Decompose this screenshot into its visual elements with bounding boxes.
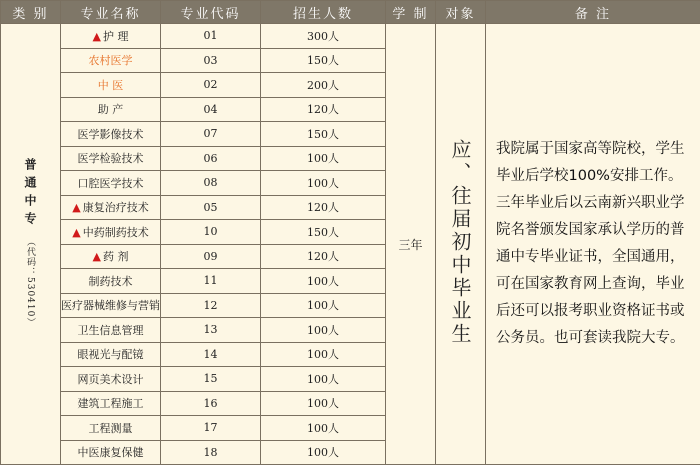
major-name: 中药制药技术 <box>83 226 149 239</box>
major-name: 眼视光与配镜 <box>78 348 144 361</box>
remark-text: 我院属于国家高等院校，学生毕业后学校100%安排工作。三年毕业后以云南新兴职业学院名誉颁发国家承认学历的普通中专毕业证书，全国通用，可在国家教育网上查询，毕业后还可以报考职业资格证书或公务员。也可套读我院大专。 <box>496 141 685 346</box>
enroll-count: 100人 <box>261 171 386 196</box>
major-cell <box>61 367 161 392</box>
major-code: 15 <box>161 367 261 392</box>
major-code: 05 <box>161 195 261 220</box>
major-cell <box>61 220 161 245</box>
enroll-count: 100人 <box>261 416 386 441</box>
major-code: 01 <box>161 24 261 49</box>
enroll-count: 300人 <box>261 24 386 49</box>
major-name: 中医康复保健 <box>78 446 144 459</box>
duration-value: 三年 <box>398 238 422 252</box>
triangle-marker-icon: ▲ <box>93 250 101 263</box>
major-code: 08 <box>161 171 261 196</box>
enroll-count: 120人 <box>261 195 386 220</box>
enroll-count: 100人 <box>261 440 386 465</box>
enroll-count: 100人 <box>261 318 386 343</box>
major-name: 助 产 <box>98 103 124 116</box>
major-code: 12 <box>161 293 261 318</box>
enroll-count: 100人 <box>261 293 386 318</box>
enroll-count: 200人 <box>261 73 386 98</box>
enroll-count: 150人 <box>261 122 386 147</box>
major-name: 医疗器械维修与营销 <box>61 299 160 312</box>
major-cell <box>61 416 161 441</box>
triangle-marker-icon: ▲ <box>72 226 80 239</box>
major-name: 医学影像技术 <box>78 128 144 141</box>
major-cell <box>61 391 161 416</box>
header-enroll: 招生人数 <box>261 1 386 24</box>
triangle-marker-icon: ▲ <box>93 30 101 43</box>
major-name: 工程测量 <box>89 422 133 435</box>
major-code: 03 <box>161 48 261 73</box>
major-name: 中 医 <box>98 79 124 92</box>
major-code: 04 <box>161 97 261 122</box>
enroll-count: 100人 <box>261 367 386 392</box>
major-code: 17 <box>161 416 261 441</box>
header-code: 专业代码 <box>161 1 261 24</box>
major-cell <box>61 97 161 122</box>
header-target: 对象 <box>436 1 486 24</box>
major-code: 10 <box>161 220 261 245</box>
header-major: 专业名称 <box>61 1 161 24</box>
major-cell <box>61 318 161 343</box>
major-cell <box>61 24 161 49</box>
major-name: 药 剂 <box>103 250 129 263</box>
major-cell <box>61 48 161 73</box>
enroll-count: 100人 <box>261 391 386 416</box>
major-code: 02 <box>161 73 261 98</box>
major-name: 口腔医学技术 <box>78 177 144 190</box>
major-code: 07 <box>161 122 261 147</box>
major-name: 网页美术设计 <box>78 373 144 386</box>
header-category: 类 别 <box>1 1 61 24</box>
major-name: 制药技术 <box>89 275 133 288</box>
enroll-count: 100人 <box>261 269 386 294</box>
major-name: 医学检验技术 <box>78 152 144 165</box>
major-cell <box>61 195 161 220</box>
major-cell <box>61 146 161 171</box>
triangle-marker-icon: ▲ <box>72 201 80 214</box>
category-cell <box>1 24 61 465</box>
duration-cell <box>386 24 436 465</box>
major-name: 卫生信息管理 <box>78 324 144 337</box>
major-cell <box>61 269 161 294</box>
major-code: 11 <box>161 269 261 294</box>
enroll-count: 120人 <box>261 97 386 122</box>
header-row <box>1 1 700 24</box>
major-name: 护 理 <box>103 30 129 43</box>
major-code: 13 <box>161 318 261 343</box>
major-code: 14 <box>161 342 261 367</box>
table-row <box>1 24 700 49</box>
header-duration: 学 制 <box>386 1 436 24</box>
major-cell <box>61 122 161 147</box>
enroll-count: 100人 <box>261 342 386 367</box>
major-code: 06 <box>161 146 261 171</box>
major-cell <box>61 73 161 98</box>
target-cell <box>436 24 486 465</box>
remark-cell <box>486 24 700 465</box>
major-code: 16 <box>161 391 261 416</box>
target-value: 应、往届初中毕业生 <box>446 139 475 346</box>
major-cell <box>61 342 161 367</box>
category-code: （代码：530410） <box>24 237 37 327</box>
major-name: 建筑工程施工 <box>78 397 144 410</box>
table-body <box>1 24 700 465</box>
category-name: 普通中专 <box>22 158 39 230</box>
major-cell <box>61 171 161 196</box>
major-cell <box>61 440 161 465</box>
enroll-count: 150人 <box>261 220 386 245</box>
enroll-count: 120人 <box>261 244 386 269</box>
enroll-count: 150人 <box>261 48 386 73</box>
major-code: 18 <box>161 440 261 465</box>
major-cell <box>61 293 161 318</box>
major-name: 农村医学 <box>89 54 133 67</box>
enroll-count: 100人 <box>261 146 386 171</box>
header-remark: 备 注 <box>486 1 700 24</box>
major-name: 康复治疗技术 <box>83 201 149 214</box>
major-cell <box>61 244 161 269</box>
major-code: 09 <box>161 244 261 269</box>
